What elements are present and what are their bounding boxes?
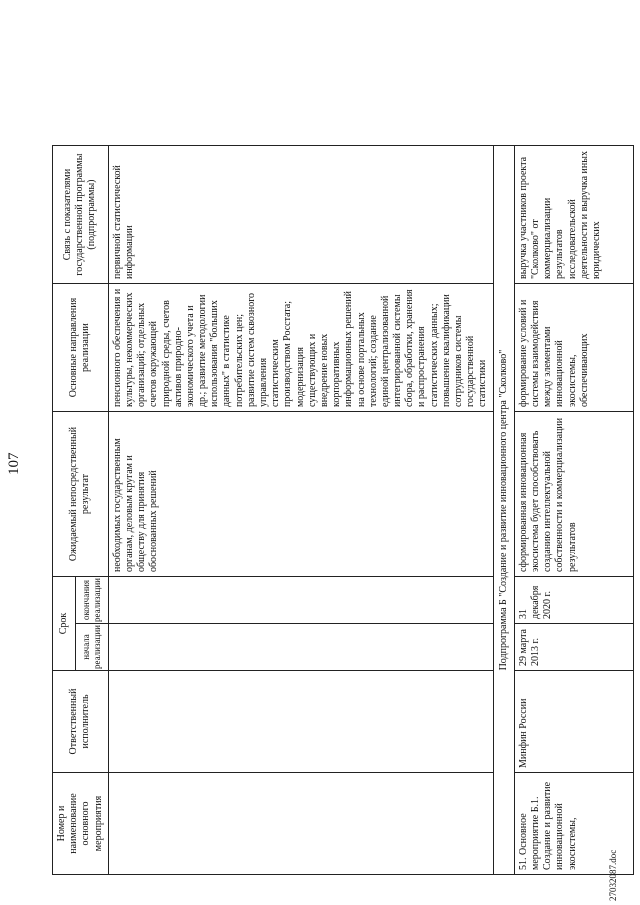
cell-term-start: 29 марта 2013 г.: [514, 624, 633, 671]
cell-directions: пенсионного обеспечения и культуры, некоммерческих организаций; отдельных счетов окружающей природной среды, счетов активов природно-экономического учета и др.; развитие методологии использования "больших данных" в статистике потребительских цен; развитие систем сквозного управления статистическим производством Росстата; модернизация существующих и внедрение новых корпоративных информационных решений на основе портальных технологий; создание единой централизованной интегрированной системы сбора, обработки, хранения и распространения статистических данных; повышение квалификации сотрудников системы государственной статистики: [108, 284, 493, 412]
cell-executor: Минфин России: [514, 671, 633, 773]
subprogram-title: Подпрограмма Б "Создание и развитие инновационного центра "Сколково": [493, 146, 514, 875]
footer-doc-code: 27032087.doc: [608, 849, 618, 901]
cell-indicator-link: выручка участников проекта "Сколково" от коммерциализации результатов исследовательской деятельности и выручка иных юридических: [514, 146, 633, 284]
header-expected-result: Ожидаемый непосредственный результат: [53, 412, 109, 577]
header-main-directions: Основные направления реализации: [53, 284, 109, 412]
header-measure-name: Номер и наименование основного мероприятия: [53, 773, 109, 875]
subprogram-row: [493, 146, 514, 875]
table-row-51: [514, 146, 633, 875]
header-term-end: окончания реализации: [76, 577, 109, 624]
measures-table: [52, 145, 634, 875]
cell-empty: [108, 577, 493, 624]
header-row-1: [53, 146, 76, 875]
cell-result: необходимых государственным органам, деловым кругам и обществу для принятия обоснованных решений: [108, 412, 493, 577]
table-row-continuation: [108, 146, 493, 875]
page-number: 107: [6, 452, 22, 475]
cell-term-end: 31 декабря 2020 г.: [514, 577, 633, 624]
cell-directions: формирование условий и системы взаимодействия между элементами инновационной экосистемы, обеспечивающих: [514, 284, 633, 412]
measure-name: Основное мероприятие Б.1. Создание и развитие инновационной экосистемы,: [517, 781, 578, 870]
header-term: Срок: [53, 577, 76, 671]
cell-result: сформированная инновационная экосистема будет способствовать созданию интеллектуальной собственности и коммерциализации результатов: [514, 412, 633, 577]
header-indicator-link: Связь с показателями государственной программы (подпрограммы): [53, 146, 109, 284]
cell-empty: [108, 671, 493, 773]
header-term-start: начала реализации: [76, 624, 109, 671]
row-number: 51.: [517, 857, 529, 870]
cell-indicator-link: первичной статистической информации: [108, 146, 493, 284]
cell-empty: [108, 624, 493, 671]
cell-empty: [108, 773, 493, 875]
header-executor: Ответственный исполнитель: [53, 671, 109, 773]
